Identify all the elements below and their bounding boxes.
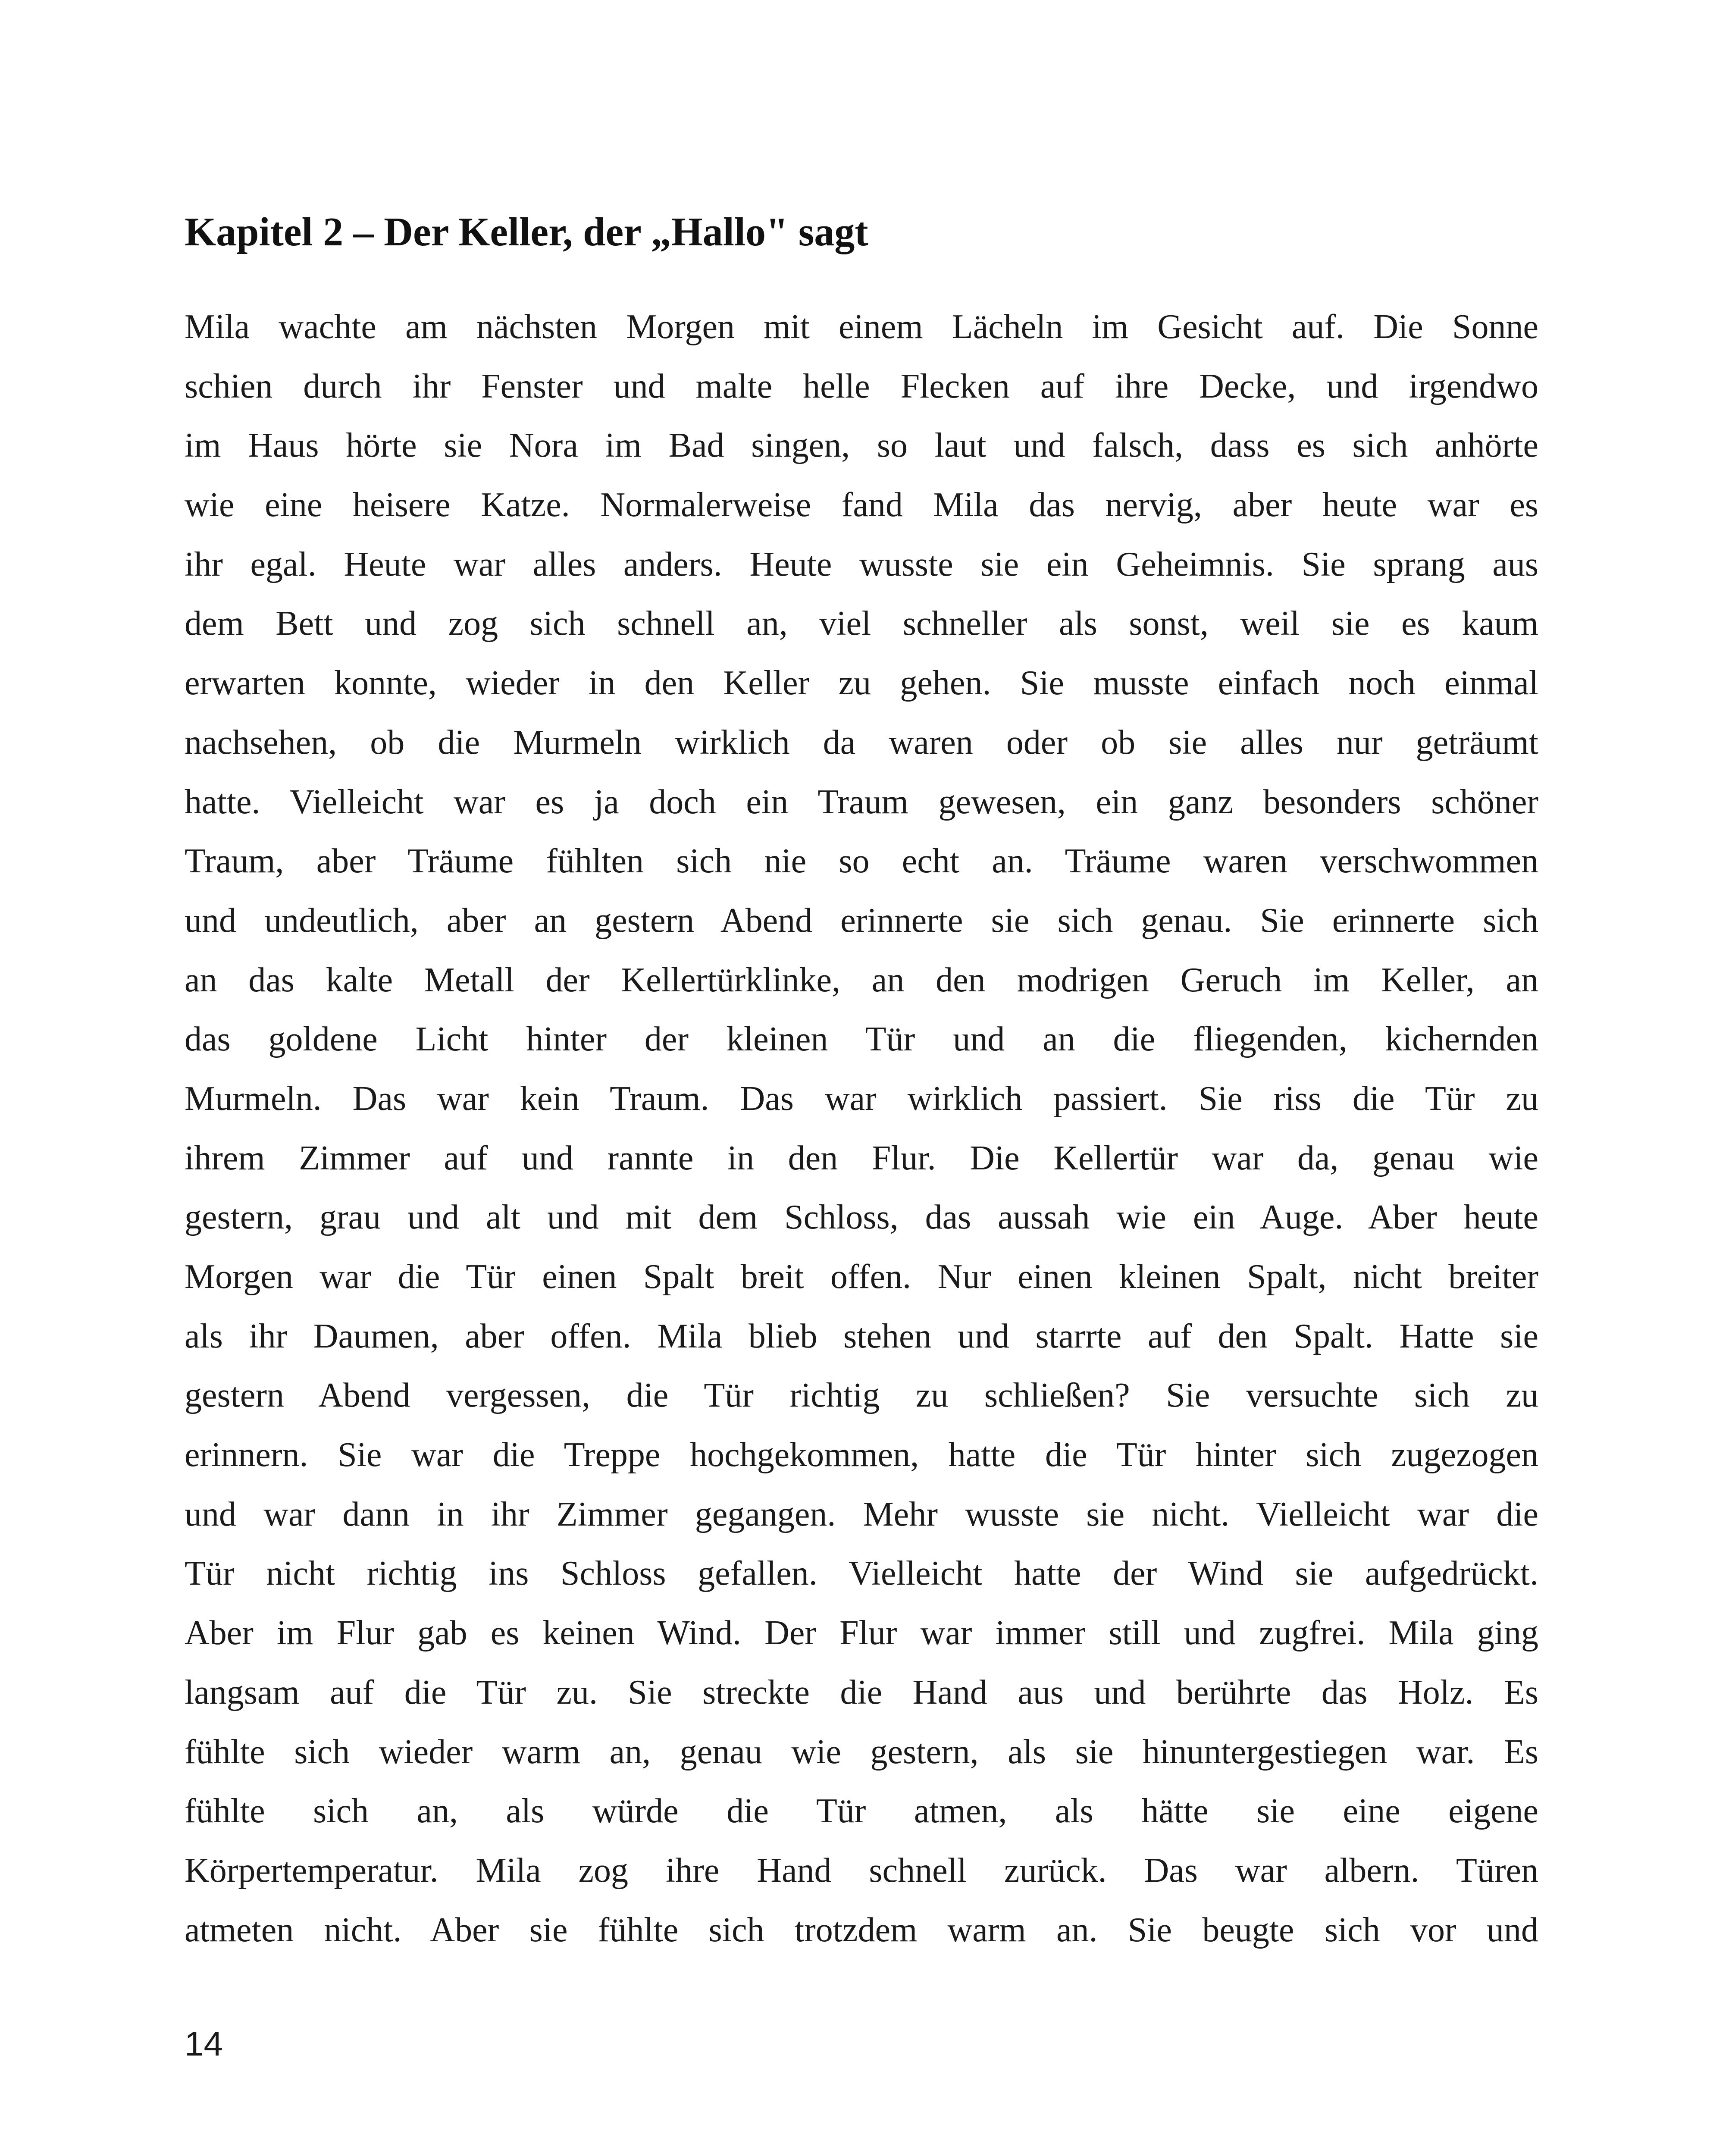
text-line: hatte. Vielleicht war es ja doch ein Traum gewesen, ein ganz besonders schöner (185, 783, 1538, 821)
text-line: Aber im Flur gab es keinen Wind. Der Flur war immer still und zugfrei. Mila ging (185, 1614, 1538, 1652)
text-line: Tür nicht richtig ins Schloss gefallen. Vielleicht hatte der Wind sie aufgedrückt. (185, 1554, 1538, 1593)
text-line: ihrem Zimmer auf und rannte in den Flur. Die Kellertür war da, genau wie (185, 1139, 1538, 1177)
text-line: schien durch ihr Fenster und malte helle Flecken auf ihre Decke, und irgendwo (185, 367, 1538, 405)
text-line: ihr egal. Heute war alles anders. Heute wusste sie ein Geheimnis. Sie sprang aus (185, 545, 1538, 583)
text-line: wie eine heisere Katze. Normalerweise fand Mila das nervig, aber heute war es (185, 486, 1538, 524)
text-line: nachsehen, ob die Murmeln wirklich da waren oder ob sie alles nur geträumt (185, 723, 1538, 761)
text-line: langsam auf die Tür zu. Sie streckte die Hand aus und berührte das Holz. Es (185, 1673, 1538, 1711)
text-line: erinnern. Sie war die Treppe hochgekommen, hatte die Tür hinter sich zugezogen (185, 1436, 1538, 1474)
text-line: Körpertemperatur. Mila zog ihre Hand schnell zurück. Das war albern. Türen (185, 1851, 1538, 1890)
chapter-title: Kapitel 2 – Der Keller, der „Hallo" sagt (185, 210, 868, 254)
body-text (185, 298, 1538, 1960)
text-line: dem Bett und zog sich schnell an, viel schneller als sonst, weil sie es kaum (185, 605, 1538, 643)
text-line: an das kalte Metall der Kellertürklinke, an den modrigen Geruch im Keller, an (185, 961, 1538, 999)
text-line: fühlte sich wieder warm an, genau wie gestern, als sie hinuntergestiegen war. Es (185, 1733, 1538, 1771)
text-line: Mila wachte am nächsten Morgen mit einem Lächeln im Gesicht auf. Die Sonne (185, 308, 1538, 346)
text-line: Traum, aber Träume fühlten sich nie so echt an. Träume waren verschwommen (185, 842, 1538, 881)
text-line: gestern Abend vergessen, die Tür richtig zu schließen? Sie versuchte sich zu (185, 1376, 1538, 1415)
text-line: das goldene Licht hinter der kleinen Tür und an die fliegenden, kichernden (185, 1020, 1538, 1059)
page-number: 14 (185, 2024, 223, 2063)
text-line: als ihr Daumen, aber offen. Mila blieb stehen und starrte auf den Spalt. Hatte sie (185, 1317, 1538, 1355)
text-line: erwarten konnte, wieder in den Keller zu gehen. Sie musste einfach noch einmal (185, 664, 1538, 702)
text-line: fühlte sich an, als würde die Tür atmen, als hätte sie eine eigene (185, 1792, 1538, 1830)
text-line: atmeten nicht. Aber sie fühlte sich trotzdem warm an. Sie beugte sich vor und (185, 1911, 1538, 1949)
text-line: im Haus hörte sie Nora im Bad singen, so laut und falsch, dass es sich anhörte (185, 426, 1538, 465)
text-line: Murmeln. Das war kein Traum. Das war wirklich passiert. Sie riss die Tür zu (185, 1079, 1538, 1118)
text-line: Morgen war die Tür einen Spalt breit offen. Nur einen kleinen Spalt, nicht breiter (185, 1258, 1538, 1296)
text-line: gestern, grau und alt und mit dem Schloss, das aussah wie ein Auge. Aber heute (185, 1198, 1538, 1237)
text-line: und undeutlich, aber an gestern Abend erinnerte sie sich genau. Sie erinnerte sich (185, 901, 1538, 940)
text-line: und war dann in ihr Zimmer gegangen. Mehr wusste sie nicht. Vielleicht war die (185, 1495, 1538, 1533)
